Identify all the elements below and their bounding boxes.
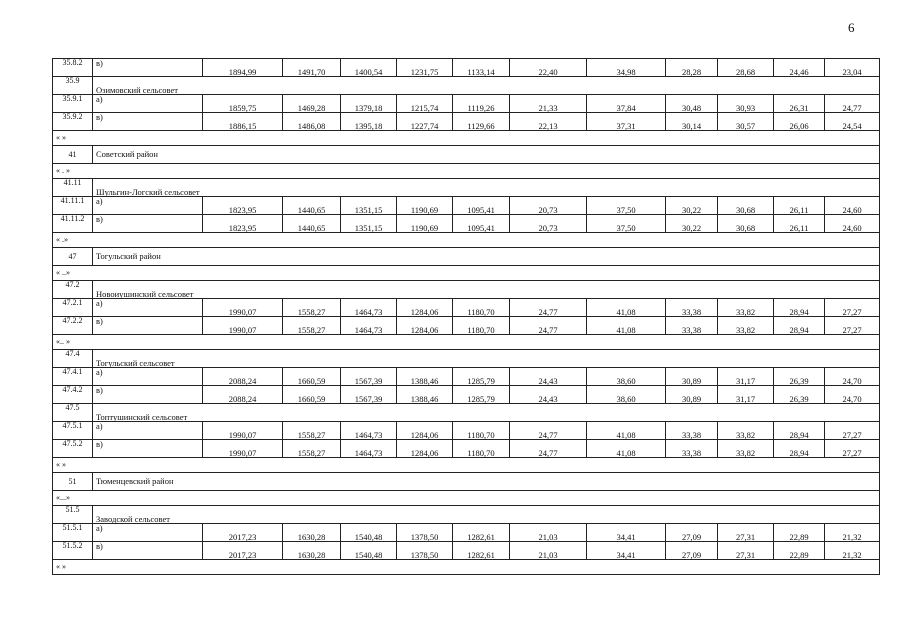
value-cell: 31,17 [718, 368, 774, 386]
settlement-row [53, 281, 880, 299]
value-cell: 1351,15 [341, 215, 397, 233]
row-subitem-cell: в) [93, 113, 203, 131]
row-subitem-cell: в) [93, 215, 203, 233]
value-cell: 30,93 [718, 95, 774, 113]
value-cell: 26,11 [774, 197, 825, 215]
value-cell: 21,03 [510, 542, 587, 560]
omission-mark-cell: « » [53, 131, 880, 146]
value-cell: 23,04 [825, 59, 880, 77]
value-cell: 1395,18 [341, 113, 397, 131]
value-cell: 1558,27 [283, 317, 341, 335]
row-subitem-cell: в) [93, 542, 203, 560]
table-row [53, 59, 880, 77]
row-code-cell: 35.9.2 [53, 113, 93, 131]
value-cell: 1540,48 [341, 542, 397, 560]
value-cell: 1894,99 [203, 59, 283, 77]
omission-row [53, 458, 880, 473]
value-cell: 1464,73 [341, 440, 397, 458]
value-cell: 1660,59 [283, 368, 341, 386]
value-cell: 1630,28 [283, 524, 341, 542]
value-cell: 41,08 [587, 440, 666, 458]
district-row [53, 146, 880, 164]
value-cell: 1400,54 [341, 59, 397, 77]
value-cell: 1990,07 [203, 317, 283, 335]
value-cell: 1388,46 [397, 368, 453, 386]
omission-row [53, 266, 880, 281]
table-row [53, 317, 880, 335]
value-cell: 27,27 [825, 299, 880, 317]
value-cell: 34,41 [587, 542, 666, 560]
value-cell: 30,89 [666, 368, 718, 386]
row-code-cell: 51.5 [53, 506, 93, 524]
value-cell: 24,77 [825, 95, 880, 113]
value-cell: 1282,61 [453, 524, 510, 542]
value-cell: 22,13 [510, 113, 587, 131]
row-subitem-cell: в) [93, 386, 203, 404]
value-cell: 2088,24 [203, 368, 283, 386]
value-cell: 1180,70 [453, 299, 510, 317]
value-cell: 37,50 [587, 197, 666, 215]
value-cell: 33,82 [718, 317, 774, 335]
settlement-name-cell: Топтушинский сельсовет [93, 404, 880, 422]
table-row [53, 440, 880, 458]
value-cell: 28,68 [718, 59, 774, 77]
value-cell: 30,22 [666, 215, 718, 233]
value-cell: 1859,75 [203, 95, 283, 113]
value-cell: 1558,27 [283, 422, 341, 440]
value-cell: 30,89 [666, 386, 718, 404]
value-cell: 1990,07 [203, 440, 283, 458]
row-code-cell: 35.9 [53, 77, 93, 95]
row-subitem-cell: а) [93, 197, 203, 215]
value-cell: 1469,28 [283, 95, 341, 113]
table-row [53, 524, 880, 542]
value-cell: 1379,18 [341, 95, 397, 113]
table-body [53, 59, 880, 575]
row-code-cell: 47.5.2 [53, 440, 93, 458]
row-subitem-cell: а) [93, 299, 203, 317]
value-cell: 20,73 [510, 215, 587, 233]
value-cell: 27,31 [718, 542, 774, 560]
omission-mark-cell: « » [53, 458, 880, 473]
value-cell: 1464,73 [341, 317, 397, 335]
value-cell: 28,28 [666, 59, 718, 77]
table-row [53, 95, 880, 113]
district-name-cell: Тогульский район [93, 248, 880, 266]
value-cell: 1464,73 [341, 299, 397, 317]
settlement-name-cell: Тогульский сельсовет [93, 350, 880, 368]
row-subitem-cell: а) [93, 95, 203, 113]
value-cell: 1378,50 [397, 542, 453, 560]
value-cell: 30,68 [718, 215, 774, 233]
value-cell: 24,70 [825, 386, 880, 404]
value-cell: 33,82 [718, 422, 774, 440]
row-subitem-cell: в) [93, 440, 203, 458]
table-row [53, 542, 880, 560]
value-cell: 2017,23 [203, 542, 283, 560]
row-code-cell: 47.2 [53, 281, 93, 299]
value-cell: 1660,59 [283, 386, 341, 404]
row-code-cell: 51.5.2 [53, 542, 93, 560]
row-code-cell: 47.4 [53, 350, 93, 368]
omission-row [53, 335, 880, 350]
row-subitem-cell: в) [93, 59, 203, 77]
value-cell: 1540,48 [341, 524, 397, 542]
value-cell: 2088,24 [203, 386, 283, 404]
value-cell: 1282,61 [453, 542, 510, 560]
value-cell: 24,77 [510, 299, 587, 317]
row-subitem-cell: а) [93, 368, 203, 386]
row-code-cell: 41 [53, 146, 93, 164]
value-cell: 1284,06 [397, 440, 453, 458]
settlement-name-cell: Заводской сельсовет [93, 506, 880, 524]
value-cell: 33,38 [666, 440, 718, 458]
value-cell: 22,89 [774, 524, 825, 542]
value-cell: 24,60 [825, 197, 880, 215]
value-cell: 1464,73 [341, 422, 397, 440]
page-number: 6 [848, 20, 855, 35]
row-code-cell: 35.8.2 [53, 59, 93, 77]
tariff-table [52, 58, 880, 575]
settlement-name-cell: Новоиушинский сельсовет [93, 281, 880, 299]
row-code-cell: 47.5.1 [53, 422, 93, 440]
row-code-cell: 47.4.1 [53, 368, 93, 386]
table-row [53, 368, 880, 386]
value-cell: 24,60 [825, 215, 880, 233]
value-cell: 1990,07 [203, 299, 283, 317]
value-cell: 24,43 [510, 368, 587, 386]
table-row [53, 113, 880, 131]
value-cell: 1440,65 [283, 215, 341, 233]
value-cell: 2017,23 [203, 524, 283, 542]
value-cell: 27,09 [666, 542, 718, 560]
value-cell: 26,31 [774, 95, 825, 113]
value-cell: 1133,14 [453, 59, 510, 77]
value-cell: 1180,70 [453, 440, 510, 458]
value-cell: 37,31 [587, 113, 666, 131]
value-cell: 1558,27 [283, 299, 341, 317]
district-name-cell: Советский район [93, 146, 880, 164]
district-name-cell: Тюменцевский район [93, 473, 880, 491]
row-subitem-cell: в) [93, 317, 203, 335]
omission-row [53, 233, 880, 248]
table-row [53, 215, 880, 233]
value-cell: 1284,06 [397, 317, 453, 335]
value-cell: 28,94 [774, 440, 825, 458]
value-cell: 30,57 [718, 113, 774, 131]
value-cell: 33,82 [718, 299, 774, 317]
omission-row [53, 164, 880, 179]
value-cell: 1284,06 [397, 422, 453, 440]
value-cell: 41,08 [587, 299, 666, 317]
value-cell: 33,38 [666, 299, 718, 317]
value-cell: 1630,28 [283, 542, 341, 560]
value-cell: 22,89 [774, 542, 825, 560]
value-cell: 31,17 [718, 386, 774, 404]
district-row [53, 248, 880, 266]
value-cell: 24,46 [774, 59, 825, 77]
settlement-row [53, 179, 880, 197]
value-cell: 27,27 [825, 317, 880, 335]
value-cell: 1190,69 [397, 197, 453, 215]
value-cell: 24,77 [510, 422, 587, 440]
value-cell: 30,14 [666, 113, 718, 131]
value-cell: 24,77 [510, 317, 587, 335]
value-cell: 1886,15 [203, 113, 283, 131]
value-cell: 28,94 [774, 422, 825, 440]
settlement-row [53, 404, 880, 422]
value-cell: 26,39 [774, 386, 825, 404]
value-cell: 41,08 [587, 317, 666, 335]
value-cell: 1180,70 [453, 422, 510, 440]
value-cell: 28,94 [774, 299, 825, 317]
table-row [53, 386, 880, 404]
value-cell: 1388,46 [397, 386, 453, 404]
value-cell: 1119,26 [453, 95, 510, 113]
row-code-cell: 35.9.1 [53, 95, 93, 113]
value-cell: 1567,39 [341, 368, 397, 386]
value-cell: 1284,06 [397, 299, 453, 317]
row-code-cell: 47.2.2 [53, 317, 93, 335]
value-cell: 38,60 [587, 386, 666, 404]
value-cell: 37,84 [587, 95, 666, 113]
value-cell: 1823,95 [203, 197, 283, 215]
value-cell: 24,70 [825, 368, 880, 386]
value-cell: 33,38 [666, 317, 718, 335]
value-cell: 1440,65 [283, 197, 341, 215]
omission-mark-cell: «.. » [53, 335, 880, 350]
value-cell: 21,03 [510, 524, 587, 542]
value-cell: 20,73 [510, 197, 587, 215]
value-cell: 27,31 [718, 524, 774, 542]
value-cell: 27,27 [825, 440, 880, 458]
value-cell: 1486,08 [283, 113, 341, 131]
value-cell: 41,08 [587, 422, 666, 440]
value-cell: 1567,39 [341, 386, 397, 404]
value-cell: 1558,27 [283, 440, 341, 458]
omission-mark-cell: « . » [53, 164, 880, 179]
settlement-row [53, 77, 880, 95]
omission-row [53, 560, 880, 575]
settlement-row [53, 506, 880, 524]
row-code-cell: 51.5.1 [53, 524, 93, 542]
omission-mark-cell: « » [53, 560, 880, 575]
value-cell: 1129,66 [453, 113, 510, 131]
value-cell: 1285,79 [453, 368, 510, 386]
row-code-cell: 41.11.2 [53, 215, 93, 233]
value-cell: 34,98 [587, 59, 666, 77]
row-code-cell: 47.4.2 [53, 386, 93, 404]
row-code-cell: 41.11 [53, 179, 93, 197]
row-code-cell: 51 [53, 473, 93, 491]
row-code-cell: 47.5 [53, 404, 93, 422]
district-row [53, 473, 880, 491]
value-cell: 26,39 [774, 368, 825, 386]
value-cell: 27,27 [825, 422, 880, 440]
omission-mark-cell: «...» [53, 491, 880, 506]
row-code-cell: 47.2.1 [53, 299, 93, 317]
value-cell: 22,40 [510, 59, 587, 77]
value-cell: 21,33 [510, 95, 587, 113]
row-code-cell: 47 [53, 248, 93, 266]
omission-mark-cell: « ..» [53, 266, 880, 281]
value-cell: 1351,15 [341, 197, 397, 215]
value-cell: 1095,41 [453, 215, 510, 233]
table-row [53, 299, 880, 317]
value-cell: 21,32 [825, 524, 880, 542]
value-cell: 26,11 [774, 215, 825, 233]
value-cell: 27,09 [666, 524, 718, 542]
value-cell: 1378,50 [397, 524, 453, 542]
value-cell: 24,43 [510, 386, 587, 404]
value-cell: 1180,70 [453, 317, 510, 335]
value-cell: 21,32 [825, 542, 880, 560]
value-cell: 1285,79 [453, 386, 510, 404]
value-cell: 37,50 [587, 215, 666, 233]
omission-row [53, 131, 880, 146]
table-row [53, 197, 880, 215]
value-cell: 30,68 [718, 197, 774, 215]
row-subitem-cell: а) [93, 422, 203, 440]
value-cell: 28,94 [774, 317, 825, 335]
value-cell: 30,22 [666, 197, 718, 215]
row-subitem-cell: а) [93, 524, 203, 542]
value-cell: 24,77 [510, 440, 587, 458]
table-row [53, 422, 880, 440]
value-cell: 26,06 [774, 113, 825, 131]
value-cell: 1990,07 [203, 422, 283, 440]
omission-row [53, 491, 880, 506]
settlement-name-cell: Озимовский сельсовет [93, 77, 880, 95]
omission-mark-cell: « .» [53, 233, 880, 248]
value-cell: 1190,69 [397, 215, 453, 233]
value-cell: 1227,74 [397, 113, 453, 131]
value-cell: 34,41 [587, 524, 666, 542]
value-cell: 33,38 [666, 422, 718, 440]
value-cell: 1823,95 [203, 215, 283, 233]
settlement-row [53, 350, 880, 368]
value-cell: 24,54 [825, 113, 880, 131]
value-cell: 1095,41 [453, 197, 510, 215]
value-cell: 1215,74 [397, 95, 453, 113]
value-cell: 30,48 [666, 95, 718, 113]
row-code-cell: 41.11.1 [53, 197, 93, 215]
value-cell: 33,82 [718, 440, 774, 458]
settlement-name-cell: Шульгин-Логский сельсовет [93, 179, 880, 197]
value-cell: 38,60 [587, 368, 666, 386]
value-cell: 1491,70 [283, 59, 341, 77]
value-cell: 1231,75 [397, 59, 453, 77]
